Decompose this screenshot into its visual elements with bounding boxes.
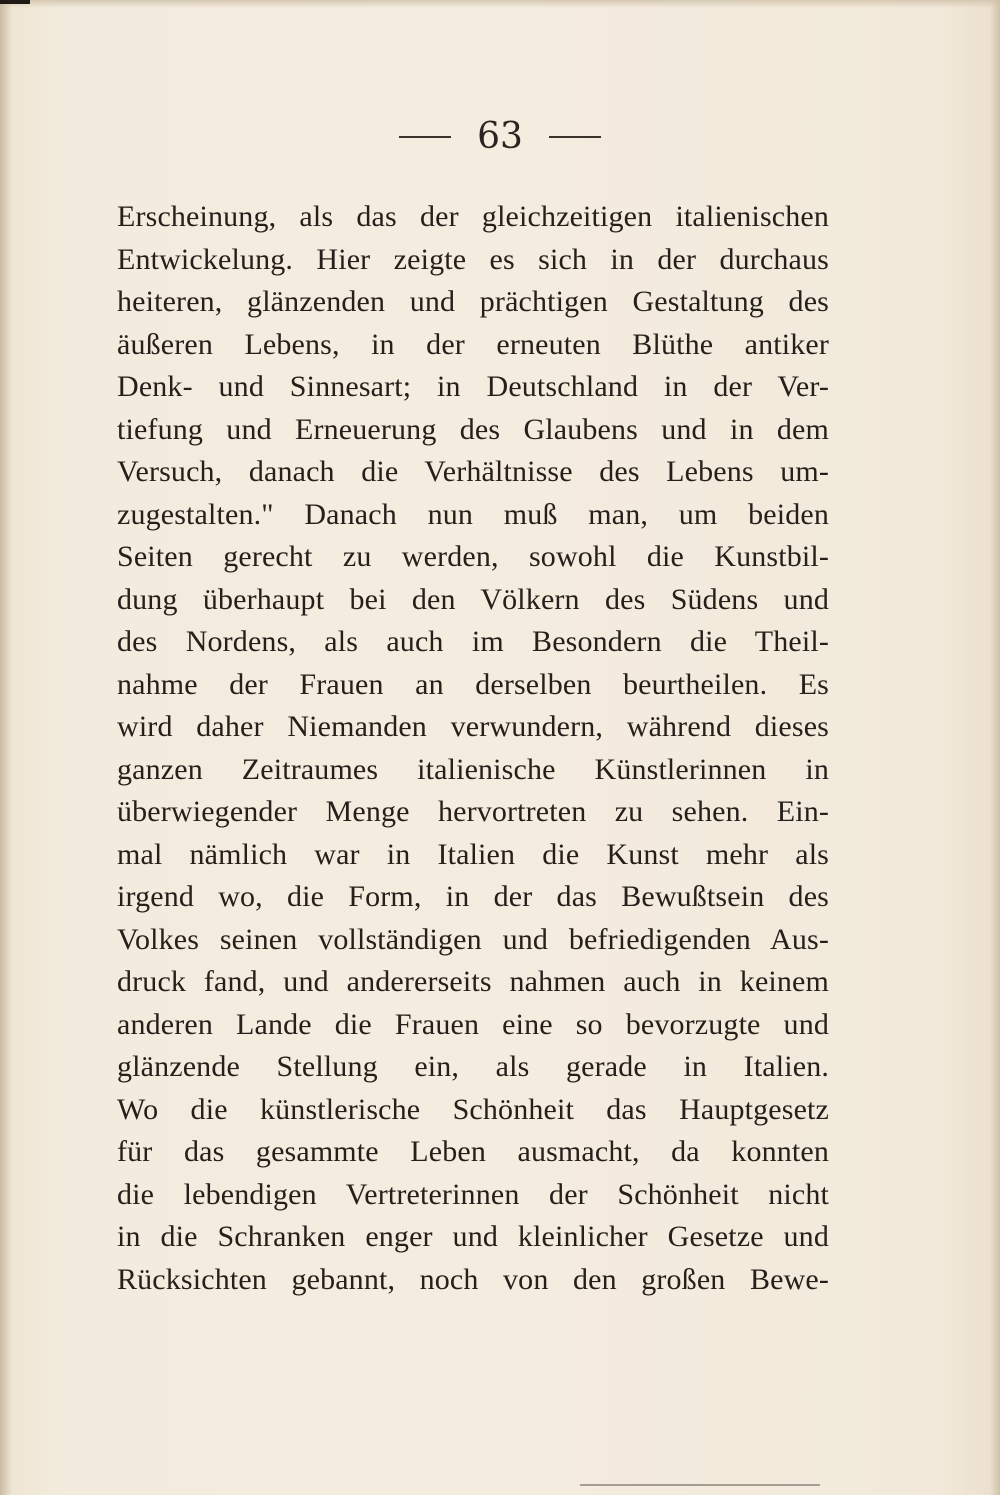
text-line: Erscheinung, als das der gleichzeitigen italienischen: [117, 200, 829, 233]
body-text: [117, 196, 829, 1301]
page-top-edge: [0, 0, 1000, 8]
text-line: Entwickelung. Hier zeigte es sich in der durchaus: [117, 242, 829, 276]
page-header: [0, 115, 1000, 159]
text-line: für das gesammte Leben ausmacht, da konnten: [117, 1135, 829, 1168]
page-left-edge: [0, 0, 12, 1495]
text-line: glänzende Stellung ein, als gerade in Italien.: [117, 1050, 829, 1083]
text-line: wird daher Niemanden verwundern, während dieses: [117, 710, 829, 743]
text-line: anderen Lande die Frauen eine so bevorzugte und: [117, 1007, 829, 1041]
text-line: dung überhaupt bei den Völkern des Südens und: [117, 582, 829, 616]
text-line: des Nordens, als auch im Besondern die Theil-: [117, 625, 829, 658]
page-number: 63: [477, 116, 523, 157]
text-line: Versuch, danach die Verhältnisse des Lebens um-: [117, 455, 829, 488]
text-line: Volkes seinen vollständigen und befriedigenden Aus-: [117, 922, 829, 956]
text-line: Wo die künstlerische Schönheit das Hauptgesetz: [117, 1092, 829, 1126]
text-line: äußeren Lebens, in der erneuten Blüthe antiker: [117, 327, 829, 361]
text-line: ganzen Zeitraumes italienische Künstlerinnen in: [117, 752, 829, 786]
bottom-rule: [580, 1484, 820, 1486]
text-line: mal nämlich war in Italien die Kunst mehr als: [117, 837, 829, 871]
text-line: nahme der Frauen an derselben beurtheilen. Es: [117, 667, 829, 701]
page-right-edge: [990, 0, 1000, 1495]
text-line: druck fand, und andererseits nahmen auch in keinem: [117, 965, 829, 998]
text-line: irgend wo, die Form, in der das Bewußtsein des: [117, 880, 829, 913]
header-dash-left: [399, 136, 451, 138]
text-line: Seiten gerecht zu werden, sowohl die Kunstbil-: [117, 540, 829, 573]
corner-mark: [0, 0, 30, 4]
text-line: überwiegender Menge hervortreten zu sehen. Ein-: [117, 795, 829, 828]
text-line: zugestalten." Danach nun muß man, um beiden: [117, 497, 829, 531]
text-line: tiefung und Erneuerung des Glaubens und in dem: [117, 412, 829, 446]
text-line: in die Schranken enger und kleinlicher Gesetze und: [117, 1220, 829, 1253]
text-line: Denk- und Sinnesart; in Deutschland in der Ver-: [117, 370, 829, 403]
text-line: heiteren, glänzenden und prächtigen Gestaltung des: [117, 285, 829, 318]
header-dash-right: [549, 136, 601, 138]
text-line: Rücksichten gebannt, noch von den großen Bewe-: [117, 1262, 829, 1296]
text-line: die lebendigen Vertreterinnen der Schönheit nicht: [117, 1177, 829, 1211]
